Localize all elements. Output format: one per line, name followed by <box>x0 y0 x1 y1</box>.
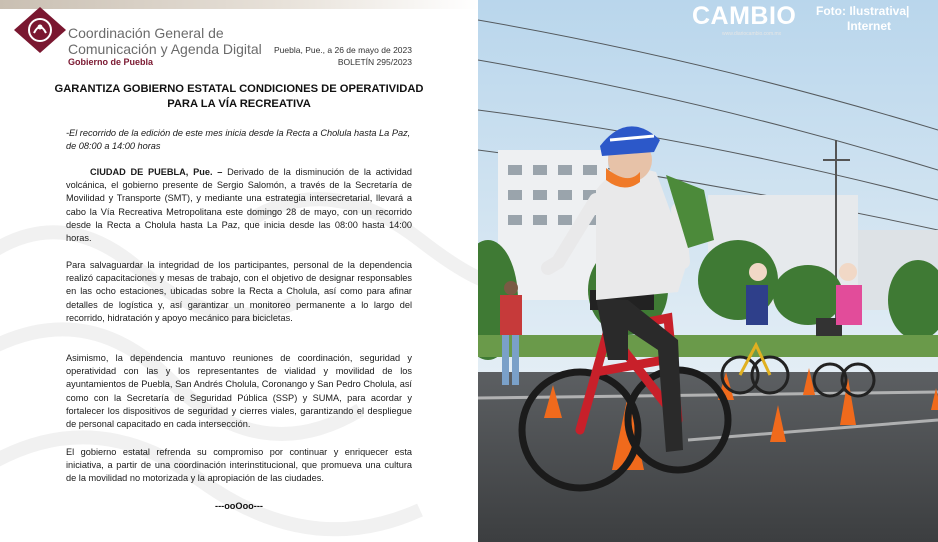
dateline-place: CIUDAD DE PUEBLA, Pue. – <box>90 167 223 177</box>
photo-illustration <box>478 0 938 542</box>
press-release-title <box>48 82 430 112</box>
bulletin-number: BOLETÍN 295/2023 <box>337 57 412 67</box>
date-line: Puebla, Pue., a 26 de mayo de 2023 <box>274 45 412 55</box>
photo-credit-line2: Internet <box>847 19 892 33</box>
lead-summary: -El recorrido de la edición de este mes inicia desde la Recta a Cholula hasta La Paz, de 08:00 a 14:00 horas <box>66 128 411 152</box>
cyclists-photo <box>478 0 938 542</box>
closing-mark: ---ooOoo--- <box>215 501 263 511</box>
paragraph-2: Para salvaguardar la integridad de los participantes, personal de la dependencia realizó capacitaciones y mesas de trabajo, con el objetivo de designar responsables en las ocho estaciones, ubicadas sobre la Recta a Cholula, así como para afinar detalles de logística y, así garantizar un monitoreo permanente a lo largo del recorrido, hidratación y apoyo mecánico para bicicletas. <box>66 260 412 323</box>
brand-url: www.diariocambio.com.mx <box>722 31 782 37</box>
paragraph-1-text: Derivado de la disminución de la actividad volcánica, el gobierno presente de Sergio Salomón, a través de la Secretaría de Movilidad y Transporte (SMT), y mediante una estrategia intersecretarial, llevará a cabo la Vía Recreativa Metropolitana este domingo 28 de mayo, con un recorrido desde la Recta a Cholula hasta La Paz, que inicia desde las 08:00 hasta 14:00 horas. <box>66 167 412 244</box>
paragraph-4: El gobierno estatal refrenda su compromiso por continuar y enriquecer esta iniciativa, a partir de una coordinación interinstitucional, que promueva una cultura de la movilidad no motorizada y la apropiación de las ciudades. <box>66 447 412 484</box>
header-accent-bar <box>0 0 478 9</box>
paragraph-1 <box>66 166 412 245</box>
cambio-brand-logo: CAMBIO <box>692 2 797 30</box>
title-line2: PARA LA VÍA RECREATIVA <box>167 98 311 110</box>
paragraph-3: Asimismo, la dependencia mantuvo reuniones de coordinación, seguridad y operatividad con las y los representantes de vialidad y movilidad de los ayuntamientos de Puebla, San Andrés Cholula, Coronango y San Pedro Cholula, así como con la Secretaría de Seguridad Pública (SSP) y SUMA, para acordar y fortalecer los dispositivos de seguridad y cierres viales, garantizando el despliegue de personal capacitado en cada intersección. <box>66 353 412 430</box>
government-name: Gobierno de Puebla <box>68 57 154 67</box>
title-line1: GARANTIZA GOBIERNO ESTATAL CONDICIONES DE OPERATIVIDAD <box>54 83 424 95</box>
org-name-line1: Coordinación General de <box>68 25 224 41</box>
government-seal-logo <box>12 5 68 55</box>
org-name-line2: Comunicación y Agenda Digital <box>68 41 262 57</box>
photo-credit-line1: Foto: Ilustrativa| <box>816 4 910 18</box>
